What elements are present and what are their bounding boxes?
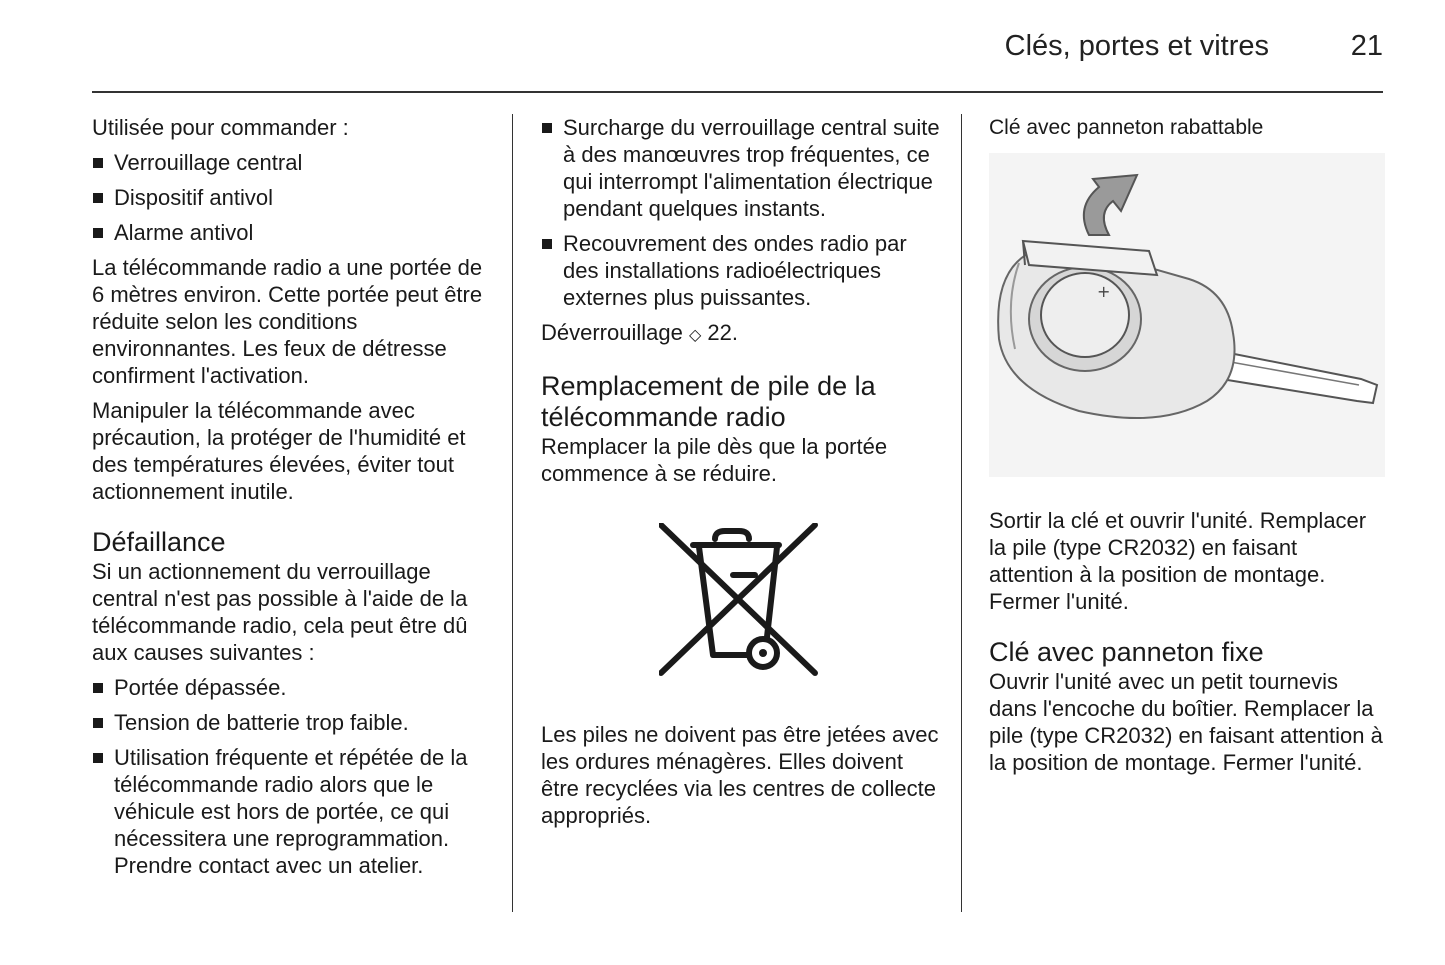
- unlock-reference[interactable]: [541, 319, 943, 349]
- fault-heading: Défaillance: [92, 527, 226, 557]
- fixed-key-heading: Clé avec panneton fixe: [989, 637, 1264, 667]
- crossed-bin-icon: [659, 523, 819, 679]
- list-item: Alarme antivol: [92, 219, 494, 246]
- unlock-reference-label: Déverrouillage: [541, 320, 683, 345]
- handling-paragraph: Manipuler la télécommande avec précaution, la protéger de l'humidité et des températures élevées, éviter tout actionnement inutile.: [92, 398, 466, 504]
- causes-list-continued: [541, 114, 943, 311]
- fixed-key-paragraph: Ouvrir l'unité avec un petit tournevis dans l'encoche du boîtier. Remplacer la pile (type CR2032) en faisant attention à la position de montage. Fermer l'unité.: [989, 669, 1383, 775]
- list-item: Utilisation fréquente et répétée de la télécommande radio alors que le véhicule est hors de portée, ce qui nécessitera une reprogrammation. Prendre contact avec un atelier.: [92, 744, 494, 879]
- header-divider: [92, 91, 1383, 93]
- range-paragraph: La télécommande radio a une portée de 6 mètres environ. Cette portée peut être réduite selon les conditions environnantes. Les feux de détresse confirment l'activation.: [92, 255, 483, 388]
- intro-text: Utilisée pour commander :: [92, 115, 349, 140]
- list-item: Recouvrement des ondes radio par des installations radioélectriques externes plus puissantes.: [541, 230, 943, 311]
- fault-paragraph: Si un actionnement du verrouillage central n'est pas possible à l'aide de la télécommande radio, cela peut être dû aux causes suivantes :: [92, 559, 468, 665]
- unlock-reference-page: 22.: [707, 320, 739, 345]
- list-item: Tension de batterie trop faible.: [92, 709, 494, 736]
- disposal-paragraph: Les piles ne doivent pas être jetées avec les ordures ménagères. Elles doivent être recyclées via les centres de collecte appropriés.: [541, 722, 939, 828]
- list-item: Dispositif antivol: [92, 184, 494, 211]
- list-item: Verrouillage central: [92, 149, 494, 176]
- list-item: Surcharge du verrouillage central suite à des manœuvres trop fréquentes, ce qui interrompt l'alimentation électrique pendant quelques instants.: [541, 114, 943, 222]
- foldable-key-heading: Clé avec panneton rabattable: [989, 116, 1264, 139]
- list-item: Portée dépassée.: [92, 674, 494, 701]
- column-middle: [541, 114, 943, 837]
- section-title: Clés, portes et vitres: [1004, 30, 1269, 62]
- battery-heading: Remplacement de pile de la télécommande radio: [541, 371, 876, 432]
- column-left: [92, 114, 494, 887]
- column-divider: [961, 114, 962, 912]
- controls-list: [92, 149, 494, 246]
- foldable-key-paragraph: Sortir la clé et ouvrir l'unité. Remplacer la pile (type CR2032) en faisant attention à la position de montage. Fermer l'unité.: [989, 508, 1367, 614]
- page-reference-icon: ◇: [688, 327, 702, 344]
- column-divider: [512, 114, 513, 912]
- foldable-key-illustration: [989, 153, 1385, 477]
- svg-text:+: +: [1097, 282, 1111, 301]
- column-right: [989, 114, 1385, 784]
- causes-list: [92, 674, 494, 879]
- page-number: 21: [1350, 30, 1383, 62]
- battery-paragraph: Remplacer la pile dès que la portée commence à se réduire.: [541, 434, 888, 486]
- page-header: [0, 0, 1445, 92]
